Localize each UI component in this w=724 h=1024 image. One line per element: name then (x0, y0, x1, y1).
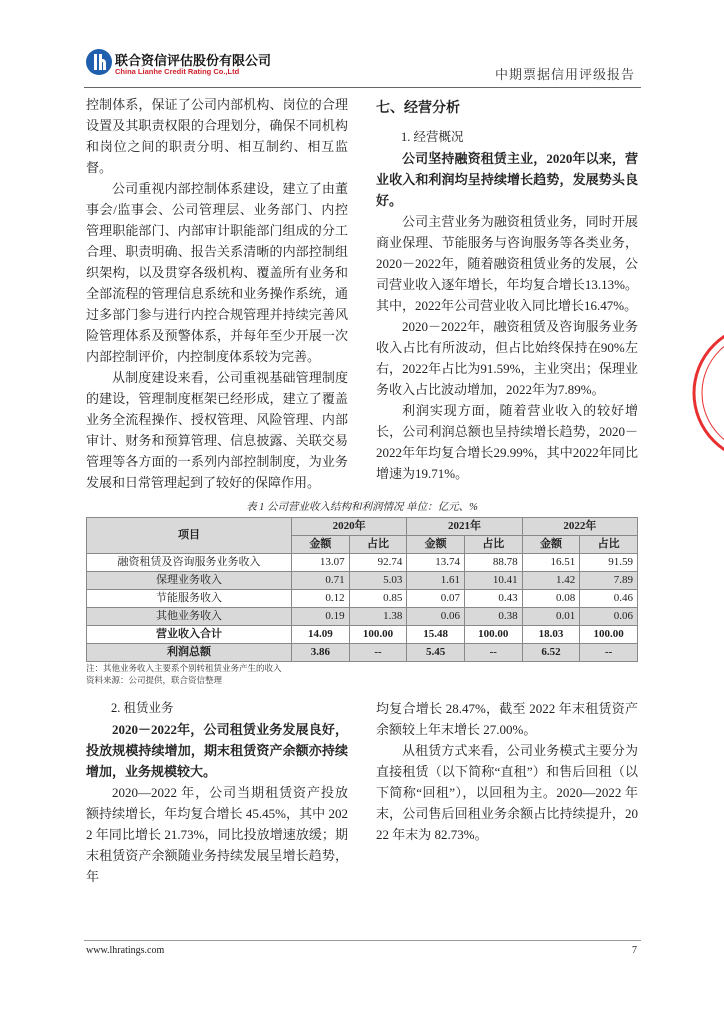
row-label: 营业收入合计 (87, 626, 292, 644)
cell-value: 1.42 (522, 572, 580, 590)
share-header: 占比 (580, 536, 638, 554)
company-logo-icon (86, 49, 112, 75)
paragraph: 公司主营业务为融资租赁业务，同时开展商业保理、节能服务与咨询服务等各类业务，2020－2022年，随着融资租赁业务的发展，公司营业收入逐年增长，年均复合增长13.13%。其中，2022年公司营业收入同比增长16.47%。 (376, 214, 638, 313)
share-header: 占比 (349, 536, 407, 554)
cell-value: 16.51 (522, 554, 580, 572)
section-title: 七、经营分析 (376, 100, 460, 116)
paragraph: 从制度建设来看，公司重视基础管理制度的建设，管理制度框架已经形成，建立了覆盖业务全流程操作、授权管理、风险管理、内部审计、财务和预算管理、信息披露、关联交易管理等各方面的一系列内部控制制度，为业务发展和日常管理起到了较好的保障作用。 (86, 370, 348, 490)
cell-value: 0.38 (464, 608, 522, 626)
row-label: 其他业务收入 (87, 608, 292, 626)
paragraph: 2020－2022年，融资租赁及咨询服务业务收入占比有所波动，但占比始终保持在90%左右，2022年占比为91.59%，主业突出；保理业务收入占比波动增加，2022年为7.89%。 (376, 319, 638, 397)
row-label: 保理业务收入 (87, 572, 292, 590)
cell-value: 1.38 (349, 608, 407, 626)
share-header: 占比 (464, 536, 522, 554)
report-type: 中期票据信用评级报告 (494, 67, 635, 82)
cell-value: 0.12 (292, 590, 350, 608)
top-section (86, 94, 638, 493)
table-row (87, 626, 638, 644)
cell-value: 6.52 (522, 644, 580, 662)
cell-value: 0.71 (292, 572, 350, 590)
cell-value: 7.89 (580, 572, 638, 590)
page-footer (84, 940, 641, 971)
left-column-top (86, 94, 348, 493)
table-row (87, 554, 638, 572)
cell-value: 100.00 (580, 626, 638, 644)
table-row (87, 608, 638, 626)
right-column-top (376, 94, 638, 493)
bottom-section (86, 698, 638, 887)
cell-value: 100.00 (349, 626, 407, 644)
company-name-en: China Lianhe Credit Rating Co.,Ltd (115, 67, 240, 76)
table-row (87, 644, 638, 662)
cell-value: 10.41 (464, 572, 522, 590)
paragraph: 利润实现方面，随着营业收入的较好增长，公司利润总额也呈持续增长趋势，2020－2022年年均复合增长29.99%，其中2022年同比增速为19.71%。 (376, 403, 638, 481)
cell-value: 13.07 (292, 554, 350, 572)
cell-value: 1.61 (407, 572, 465, 590)
paragraph: 从租赁方式来看，公司业务模式主要分为直接租赁（以下简称“直租”）和售后回租（以下简称“回租”），以回租为主。2020—2022 年末，公司售后回租业务余额占比持续提升，2022 年末为 82.73%。 (376, 743, 638, 842)
page-number: 7 (632, 945, 637, 956)
cell-value: 91.59 (580, 554, 638, 572)
row-label: 利润总额 (87, 644, 292, 662)
amount-header: 金额 (407, 536, 465, 554)
cell-value: 3.86 (292, 644, 350, 662)
right-column-bottom (376, 698, 638, 887)
amount-header: 金额 (292, 536, 350, 554)
cell-value: 0.08 (522, 590, 580, 608)
bold-summary: 2020－2022年，公司租赁业务发展良好，投放规模持续增加，期末租赁资产余额亦持续增加，业务规模较大。 (86, 722, 348, 779)
cell-value: -- (580, 644, 638, 662)
table-caption: 表 1 公司营业收入结构和利润情况 单位：亿元、% (246, 502, 478, 513)
cell-value: 0.85 (349, 590, 407, 608)
year-header: 2021年 (407, 518, 522, 536)
cell-value: 15.48 (407, 626, 465, 644)
cell-value: 5.45 (407, 644, 465, 662)
row-label: 节能服务收入 (87, 590, 292, 608)
cell-value: 0.06 (580, 608, 638, 626)
cell-value: 14.09 (292, 626, 350, 644)
cell-value: 0.01 (522, 608, 580, 626)
table-row (87, 572, 638, 590)
cell-value: -- (464, 644, 522, 662)
year-header: 2022年 (522, 518, 637, 536)
cell-value: 100.00 (464, 626, 522, 644)
table-source: 资料来源：公司提供，联合资信整理 (86, 675, 223, 685)
cell-value: 0.07 (407, 590, 465, 608)
cell-value: 18.03 (522, 626, 580, 644)
item-header: 项目 (87, 518, 292, 554)
cell-value: 88.78 (464, 554, 522, 572)
page-header (84, 0, 641, 88)
cell-value: 13.74 (407, 554, 465, 572)
left-column-bottom (86, 698, 348, 887)
page-content (86, 88, 638, 940)
cell-value: 0.43 (464, 590, 522, 608)
subsection-title: 2. 租赁业务 (111, 701, 174, 715)
company-seal-icon (690, 318, 724, 468)
table-note: 注：其他业务收入主要系个别转租赁业务产生的收入 (86, 663, 282, 673)
cell-value: 5.03 (349, 572, 407, 590)
row-label: 融资租赁及咨询服务业务收入 (87, 554, 292, 572)
cell-value: 0.46 (580, 590, 638, 608)
revenue-table (86, 517, 638, 662)
cell-value: 0.19 (292, 608, 350, 626)
bold-summary: 公司坚持融资租赁主业，2020年以来，营业收入和利润均呈持续增长趋势，发展势头良好。 (376, 151, 638, 208)
paragraph: 公司重视内部控制体系建设，建立了由董事会/监事会、公司管理层、业务部门、内控管理职能部门、内部审计职能部门组成的分工合理、职责明确、报告关系清晰的内部控制组织架构，以及贯穿各级机构、覆盖所有业务和全部流程的管理信息系统和业务操作系统，通过多部门参与进行内控合规管理并持续完善风险管理体系及预警体系，并每年至少开展一次内部控制评价，内控制度体系较为完善。 (86, 181, 348, 364)
subsection-title: 1. 经营概况 (401, 130, 464, 144)
cell-value: 92.74 (349, 554, 407, 572)
table-row (87, 590, 638, 608)
year-header: 2020年 (292, 518, 407, 536)
cell-value: 0.06 (407, 608, 465, 626)
cell-value: -- (349, 644, 407, 662)
amount-header: 金额 (522, 536, 580, 554)
footer-url[interactable]: www.lhratings.com (86, 945, 165, 956)
paragraph: 均复合增长 28.47%，截至 2022 年末租赁资产余额较上年末增长 27.00%。 (376, 701, 638, 737)
paragraph: 控制体系，保证了公司内部机构、岗位的合理设置及其职责权限的合理划分，确保不同机构和岗位之间的职责分明、相互制约、相互监督。 (86, 97, 348, 175)
paragraph: 2020—2022 年，公司当期租赁资产投放额持续增长，年均复合增长 45.45%，其中 2022 年同比增长 21.73%，同比投放增速放缓；期末租赁资产余额随业务持续发展呈增长趋势，年 (86, 785, 348, 884)
company-name-cn: 联合资信评估股份有限公司 (115, 54, 272, 69)
